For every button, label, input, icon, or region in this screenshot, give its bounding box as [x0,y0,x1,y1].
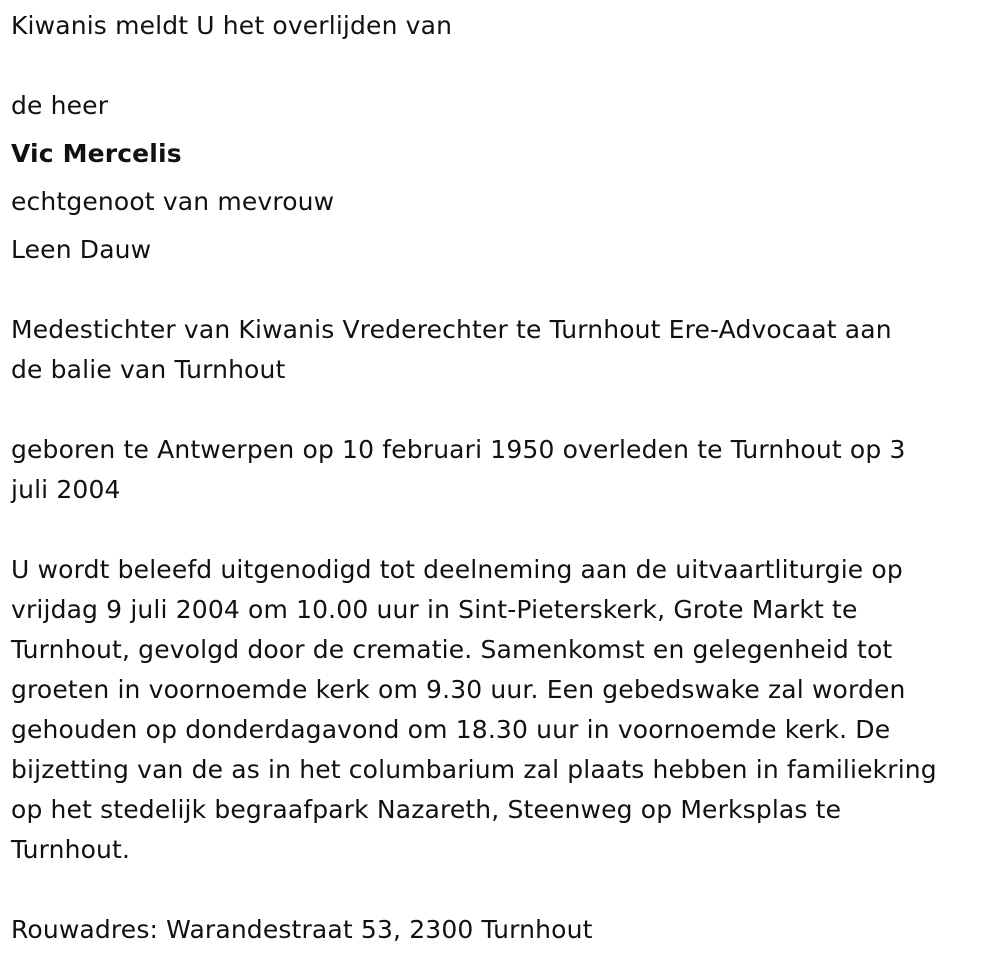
salutation-text: de heer [11,91,109,120]
funeral-line-8: Turnhout. [11,835,131,864]
funeral-line-1: U wordt beleefd uitgenodigd tot deelneming aan de uitvaartliturgie op [11,555,903,584]
funeral-line-4: groeten in voornoemde kerk om 9.30 uur. Een gebedswake zal worden [11,675,906,704]
roles-line-1: Medestichter van Kiwanis Vrederechter te Turnhout Ere-Advocaat aan [11,315,892,344]
funeral-line-2: vrijdag 9 juli 2004 om 10.00 uur in Sint-Pieterskerk, Grote Markt te [11,595,858,624]
relation-text: echtgenoot van mevrouw [11,187,335,216]
intro-text: Kiwanis meldt U het overlijden van [11,11,453,40]
funeral-line-5: gehouden op donderdagavond om 18.30 uur in voornoemde kerk. De [11,715,891,744]
mourning-address: Rouwadres: Warandestraat 53, 2300 Turnhout [11,915,593,944]
roles-line-2: de balie van Turnhout [11,355,286,384]
spouse-name: Leen Dauw [11,235,152,264]
funeral-line-7: op het stedelijk begraafpark Nazareth, Steenweg op Merksplas te [11,795,842,824]
deceased-name: Vic Mercelis [11,139,182,168]
life-dates-line-2: juli 2004 [11,475,121,504]
life-dates-line-1: geboren te Antwerpen op 10 februari 1950 overleden te Turnhout op 3 [11,435,906,464]
funeral-line-3: Turnhout, gevolgd door de crematie. Samenkomst en gelegenheid tot [11,635,893,664]
funeral-line-6: bijzetting van de as in het columbarium zal plaats hebben in familiekring [11,755,937,784]
